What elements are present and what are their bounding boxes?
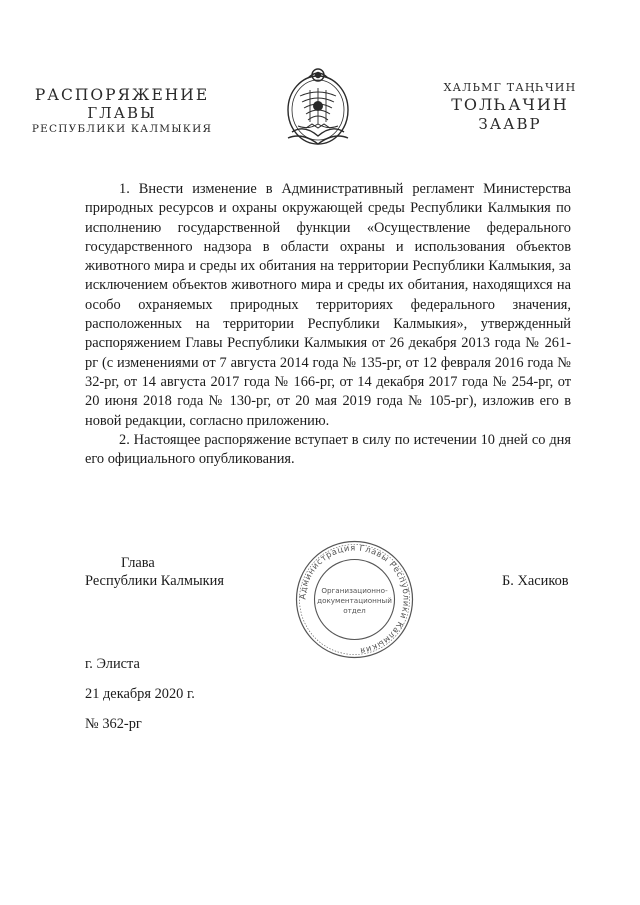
- official-stamp-icon: [292, 537, 417, 662]
- header-right-line2: ТОЛҺАЧИН: [451, 95, 569, 114]
- kalmykia-emblem-icon: [278, 66, 358, 150]
- paragraph-1: 1. Внести изменение в Административный регламент Министерства природных ресурсов и охраны окружающей среды Республики Калмыкия по исполнению государственной функции «Осуществление федерального государственного надзора в области охраны и использования объектов животного мира и среды их обитания на территории Республики Калмыкия, за исключением объектов животного мира и среды их обитания, находящихся на особо охраняемых природных территориях федерального значения, расположенных на территории Республики Калмыкия», утвержденный распоряжением Главы Республики Калмыкия от 26 декабря 2013 года № 261-рг (с изменениями от 7 августа 2014 года № 135-рг, от 12 февраля 2016 года № 32-рг, от 14 августа 2017 года № 166-рг, от 14 декабря 2017 года № 254-рг, от 20 июня 2018 года № 130-рг, от 20 мая 2019 года № 105-рг), изложив его в новой редакции, согласно приложению.: [85, 181, 571, 429]
- stamp-ring-text: Администрация Главы Республики Калмыкия: [297, 542, 412, 657]
- header-left-title: РАСПОРЯЖЕНИЕ: [34, 86, 210, 104]
- header-right-line1: ХАЛЬМГ ТАҢҺЧИН: [443, 81, 577, 94]
- stamp-center-line2: документационный: [317, 596, 392, 605]
- header-left-block: [22, 86, 222, 136]
- signature-title: Глава: [121, 555, 155, 571]
- signature-name: Б. Хасиков: [502, 573, 569, 589]
- document-place: г. Элиста: [85, 656, 140, 672]
- stamp-center-line1: Организационно-: [321, 586, 388, 595]
- header-left-republic: РЕСПУБЛИКИ КАЛМЫКИЯ: [31, 123, 213, 135]
- signature-organization: Республики Калмыкия: [85, 573, 224, 589]
- header-right-line3: ЗААВР: [478, 115, 542, 133]
- document-number: № 362-рг: [85, 716, 142, 732]
- paragraph-2: 2. Настоящее распоряжение вступает в силу по истечении 10 дней со дня его официального опубликования.: [85, 431, 571, 468]
- stamp-center-line3: отдел: [343, 606, 366, 615]
- document-date: 21 декабря 2020 г.: [85, 686, 195, 702]
- document-body: [85, 180, 571, 469]
- header-left-subtitle: ГЛАВЫ: [87, 104, 157, 122]
- header-right-block: [430, 81, 590, 134]
